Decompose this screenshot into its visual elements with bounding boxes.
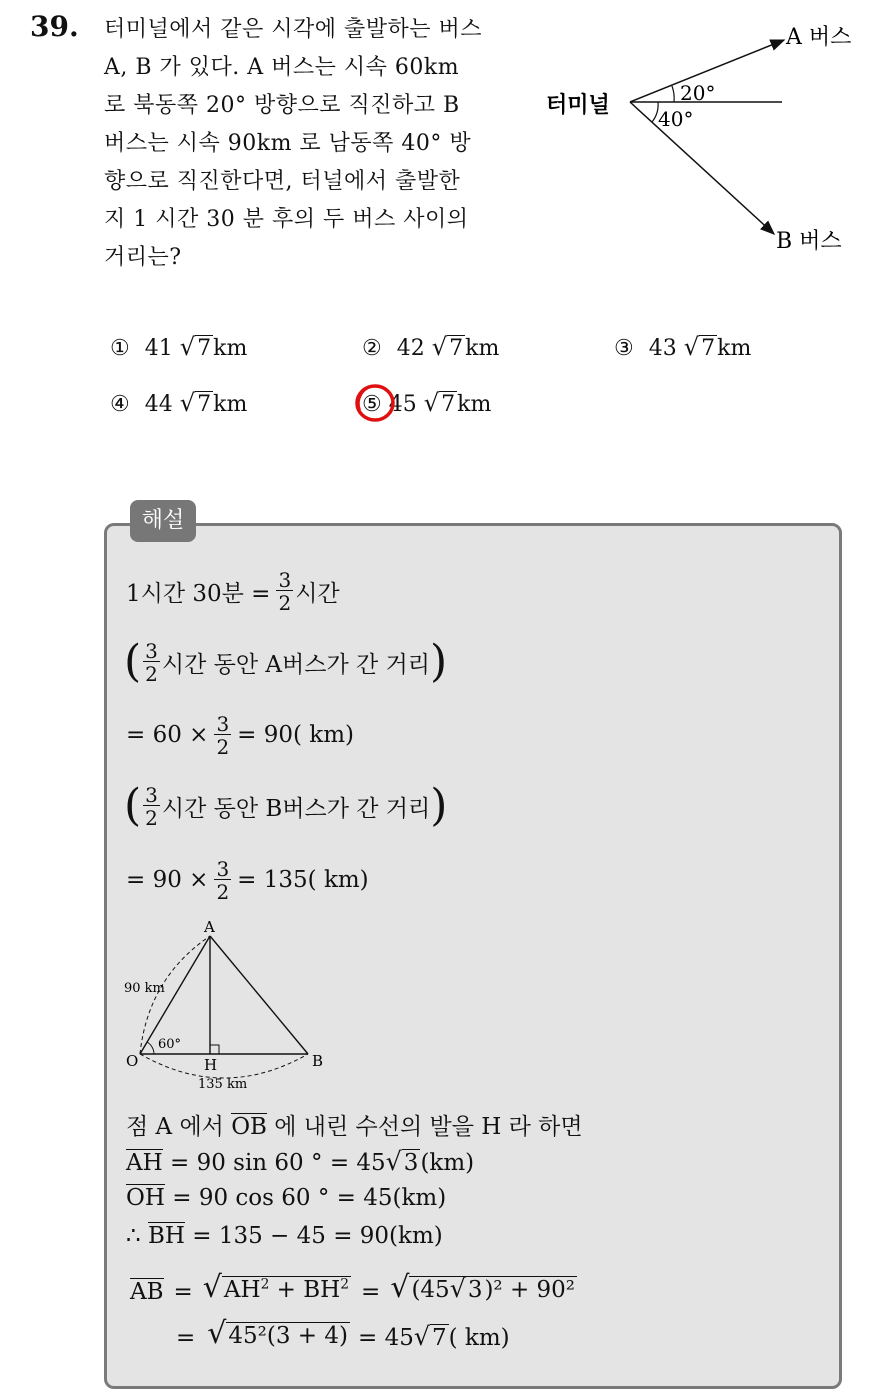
solution-line-2: ( $\frac{3}{2}$ 시간 동안 A버스가 간 거리 ) bbox=[124, 636, 448, 687]
choice-4-mark: ④ bbox=[110, 392, 130, 417]
solution-line-4: ( $\frac{3}{2}$ 시간 동안 B버스가 간 거리 ) bbox=[124, 780, 448, 831]
choice-5-radicand: 7 bbox=[441, 392, 456, 417]
p1-post: 에 내린 수선의 발을 H 라 하면 bbox=[274, 1114, 583, 1140]
choice-3-coef: 43 bbox=[648, 336, 677, 361]
choice-3-radicand: 7 bbox=[701, 336, 716, 361]
p4-rest: = 135 − 45 = 90(km) bbox=[192, 1223, 443, 1249]
vertex-a: A bbox=[204, 918, 215, 936]
label-60deg: 60° bbox=[158, 1037, 182, 1052]
choice-4-radicand: 7 bbox=[197, 392, 212, 417]
angle-a-label: 20° bbox=[680, 81, 716, 105]
choice-5-coef: 45 bbox=[388, 392, 417, 417]
bus-b-arrow bbox=[630, 102, 774, 234]
choice-5-mark: ⑤ bbox=[362, 392, 382, 417]
segment-ob: OB bbox=[231, 1114, 267, 1140]
fraction-3-2: $\frac{3}{2}$ bbox=[145, 638, 158, 686]
solution-line-5 bbox=[126, 851, 369, 909]
therefore-symbol: ∴ bbox=[126, 1223, 141, 1249]
solution-tag: 해설 bbox=[130, 500, 196, 542]
fraction-3-2: $\frac{3}{2}$ bbox=[278, 567, 292, 615]
choice-4[interactable]: ④ 44 √7km bbox=[110, 389, 248, 417]
label-90km: 90 km bbox=[124, 981, 165, 996]
question-line-1: 터미널에서 같은 시각에 출발하는 버스 bbox=[104, 17, 483, 42]
choice-2-radicand: 7 bbox=[449, 336, 464, 361]
side-ab bbox=[210, 936, 308, 1054]
choice-4-coef: 44 bbox=[144, 392, 173, 417]
sol-l3-left: = 60 × bbox=[126, 722, 209, 748]
right-angle-mark bbox=[210, 1045, 219, 1054]
label-135km: 135 km bbox=[198, 1077, 248, 1092]
angle-20-arc bbox=[672, 86, 674, 102]
choice-2[interactable]: ② 42 √7km bbox=[362, 333, 500, 361]
p2-unit: (km) bbox=[420, 1150, 475, 1176]
sol-l3-right: = 90( km) bbox=[237, 722, 355, 748]
choice-2-mark: ② bbox=[362, 336, 382, 361]
sqrt-3: √3 bbox=[385, 1147, 419, 1176]
segment-ah-2: AH bbox=[223, 1277, 261, 1303]
solution-para-3 bbox=[126, 1185, 446, 1211]
question-line-7: 거리는? bbox=[104, 245, 182, 270]
sqrt-sum: √(45√3)² + 90² bbox=[390, 1270, 576, 1305]
question-line-6: 지 1 시간 30 분 후의 두 버스 사이의 bbox=[104, 207, 469, 232]
solution-line-3 bbox=[126, 706, 354, 764]
choice-1-radicand: 7 bbox=[197, 336, 212, 361]
choice-3[interactable]: ③ 43 √7km bbox=[614, 333, 752, 361]
bus-b-label: B 버스 bbox=[776, 229, 842, 254]
sol-l1-left: 1시간 30분 = bbox=[126, 580, 271, 607]
segment-ab: AB bbox=[130, 1279, 164, 1305]
choice-5-unit: km bbox=[457, 392, 492, 417]
question-line-2: A, B 가 있다. A 버스는 시속 60km bbox=[104, 55, 460, 80]
vertex-b: B bbox=[312, 1052, 324, 1070]
segment-bh-2: BH bbox=[303, 1277, 341, 1303]
terminal-label: 터미널 bbox=[546, 93, 610, 118]
fraction-3-2: $\frac{3}{2}$ bbox=[145, 782, 158, 830]
sqrt-45sq: √45²(3 + 4) bbox=[207, 1316, 348, 1351]
choice-5[interactable]: ⑤ 45 √7km bbox=[362, 389, 492, 417]
vertex-o: O bbox=[126, 1052, 139, 1070]
vertex-h: H bbox=[204, 1056, 218, 1074]
p6-unit: ( km) bbox=[448, 1325, 510, 1351]
p5-eq2: = bbox=[361, 1279, 381, 1305]
ob-dim-arc bbox=[140, 1054, 308, 1078]
triangle-figure bbox=[118, 918, 338, 1098]
sqrt-ah-bh: $√AH^2 + BH^2$ bbox=[202, 1270, 350, 1305]
sol-l5-left: = 90 × bbox=[126, 867, 209, 893]
choice-3-mark: ③ bbox=[614, 336, 634, 361]
choice-3-unit: km bbox=[717, 336, 752, 361]
solution-line-1 bbox=[126, 562, 340, 620]
solution-para-2 bbox=[126, 1147, 474, 1176]
sqrt-7: √7 bbox=[413, 1322, 447, 1351]
solution-para-1 bbox=[126, 1108, 583, 1141]
choice-1-unit: km bbox=[213, 336, 248, 361]
p2-mid: = 90 sin 60 ° = 45 bbox=[169, 1150, 386, 1176]
question-line-3: 로 북동쪽 20° 방향으로 직진하고 B bbox=[104, 93, 460, 118]
solution-para-5 bbox=[130, 1270, 577, 1305]
p3-rest: = 90 cos 60 ° = 45(km) bbox=[172, 1185, 447, 1211]
fraction-3-2: $\frac{3}{2}$ bbox=[216, 711, 230, 759]
selected-answer-circle bbox=[352, 380, 400, 426]
p1-pre: 점 A 에서 bbox=[126, 1114, 224, 1140]
bus-a-label: A 버스 bbox=[786, 25, 852, 50]
solution-para-6 bbox=[176, 1316, 510, 1351]
segment-ah: AH bbox=[126, 1150, 163, 1176]
question-number: 39. bbox=[30, 10, 79, 43]
choice-1-mark: ① bbox=[110, 336, 130, 361]
p5-eq: = bbox=[173, 1279, 193, 1305]
question-line-4: 버스는 시속 90km 로 남동쪽 40° 방 bbox=[104, 131, 472, 156]
bus-direction-figure bbox=[540, 20, 870, 270]
sol-l1-right: 시간 bbox=[295, 580, 340, 607]
segment-bh: BH bbox=[147, 1223, 185, 1249]
question-line-5: 향으로 직진한다면, 터널에서 출발한 bbox=[104, 169, 461, 194]
sol-l5-right: = 135( km) bbox=[237, 867, 369, 893]
choice-4-unit: km bbox=[213, 392, 248, 417]
choice-1-coef: 41 bbox=[144, 336, 173, 361]
sol-l2-text: 시간 동안 A버스가 간 거리 bbox=[161, 651, 430, 678]
sol-l4-text: 시간 동안 B버스가 간 거리 bbox=[161, 795, 431, 822]
segment-oh: OH bbox=[126, 1185, 165, 1211]
angle-b-label: 40° bbox=[658, 107, 694, 131]
choice-2-unit: km bbox=[465, 336, 500, 361]
angle-arc bbox=[147, 1042, 154, 1054]
fraction-3-2: $\frac{3}{2}$ bbox=[216, 856, 230, 904]
choice-2-coef: 42 bbox=[396, 336, 425, 361]
p6-eq: = bbox=[176, 1325, 196, 1351]
solution-para-4 bbox=[126, 1223, 443, 1249]
p6-mid: = 45 bbox=[358, 1325, 414, 1351]
choice-1[interactable]: ① 41 √7km bbox=[110, 333, 248, 361]
